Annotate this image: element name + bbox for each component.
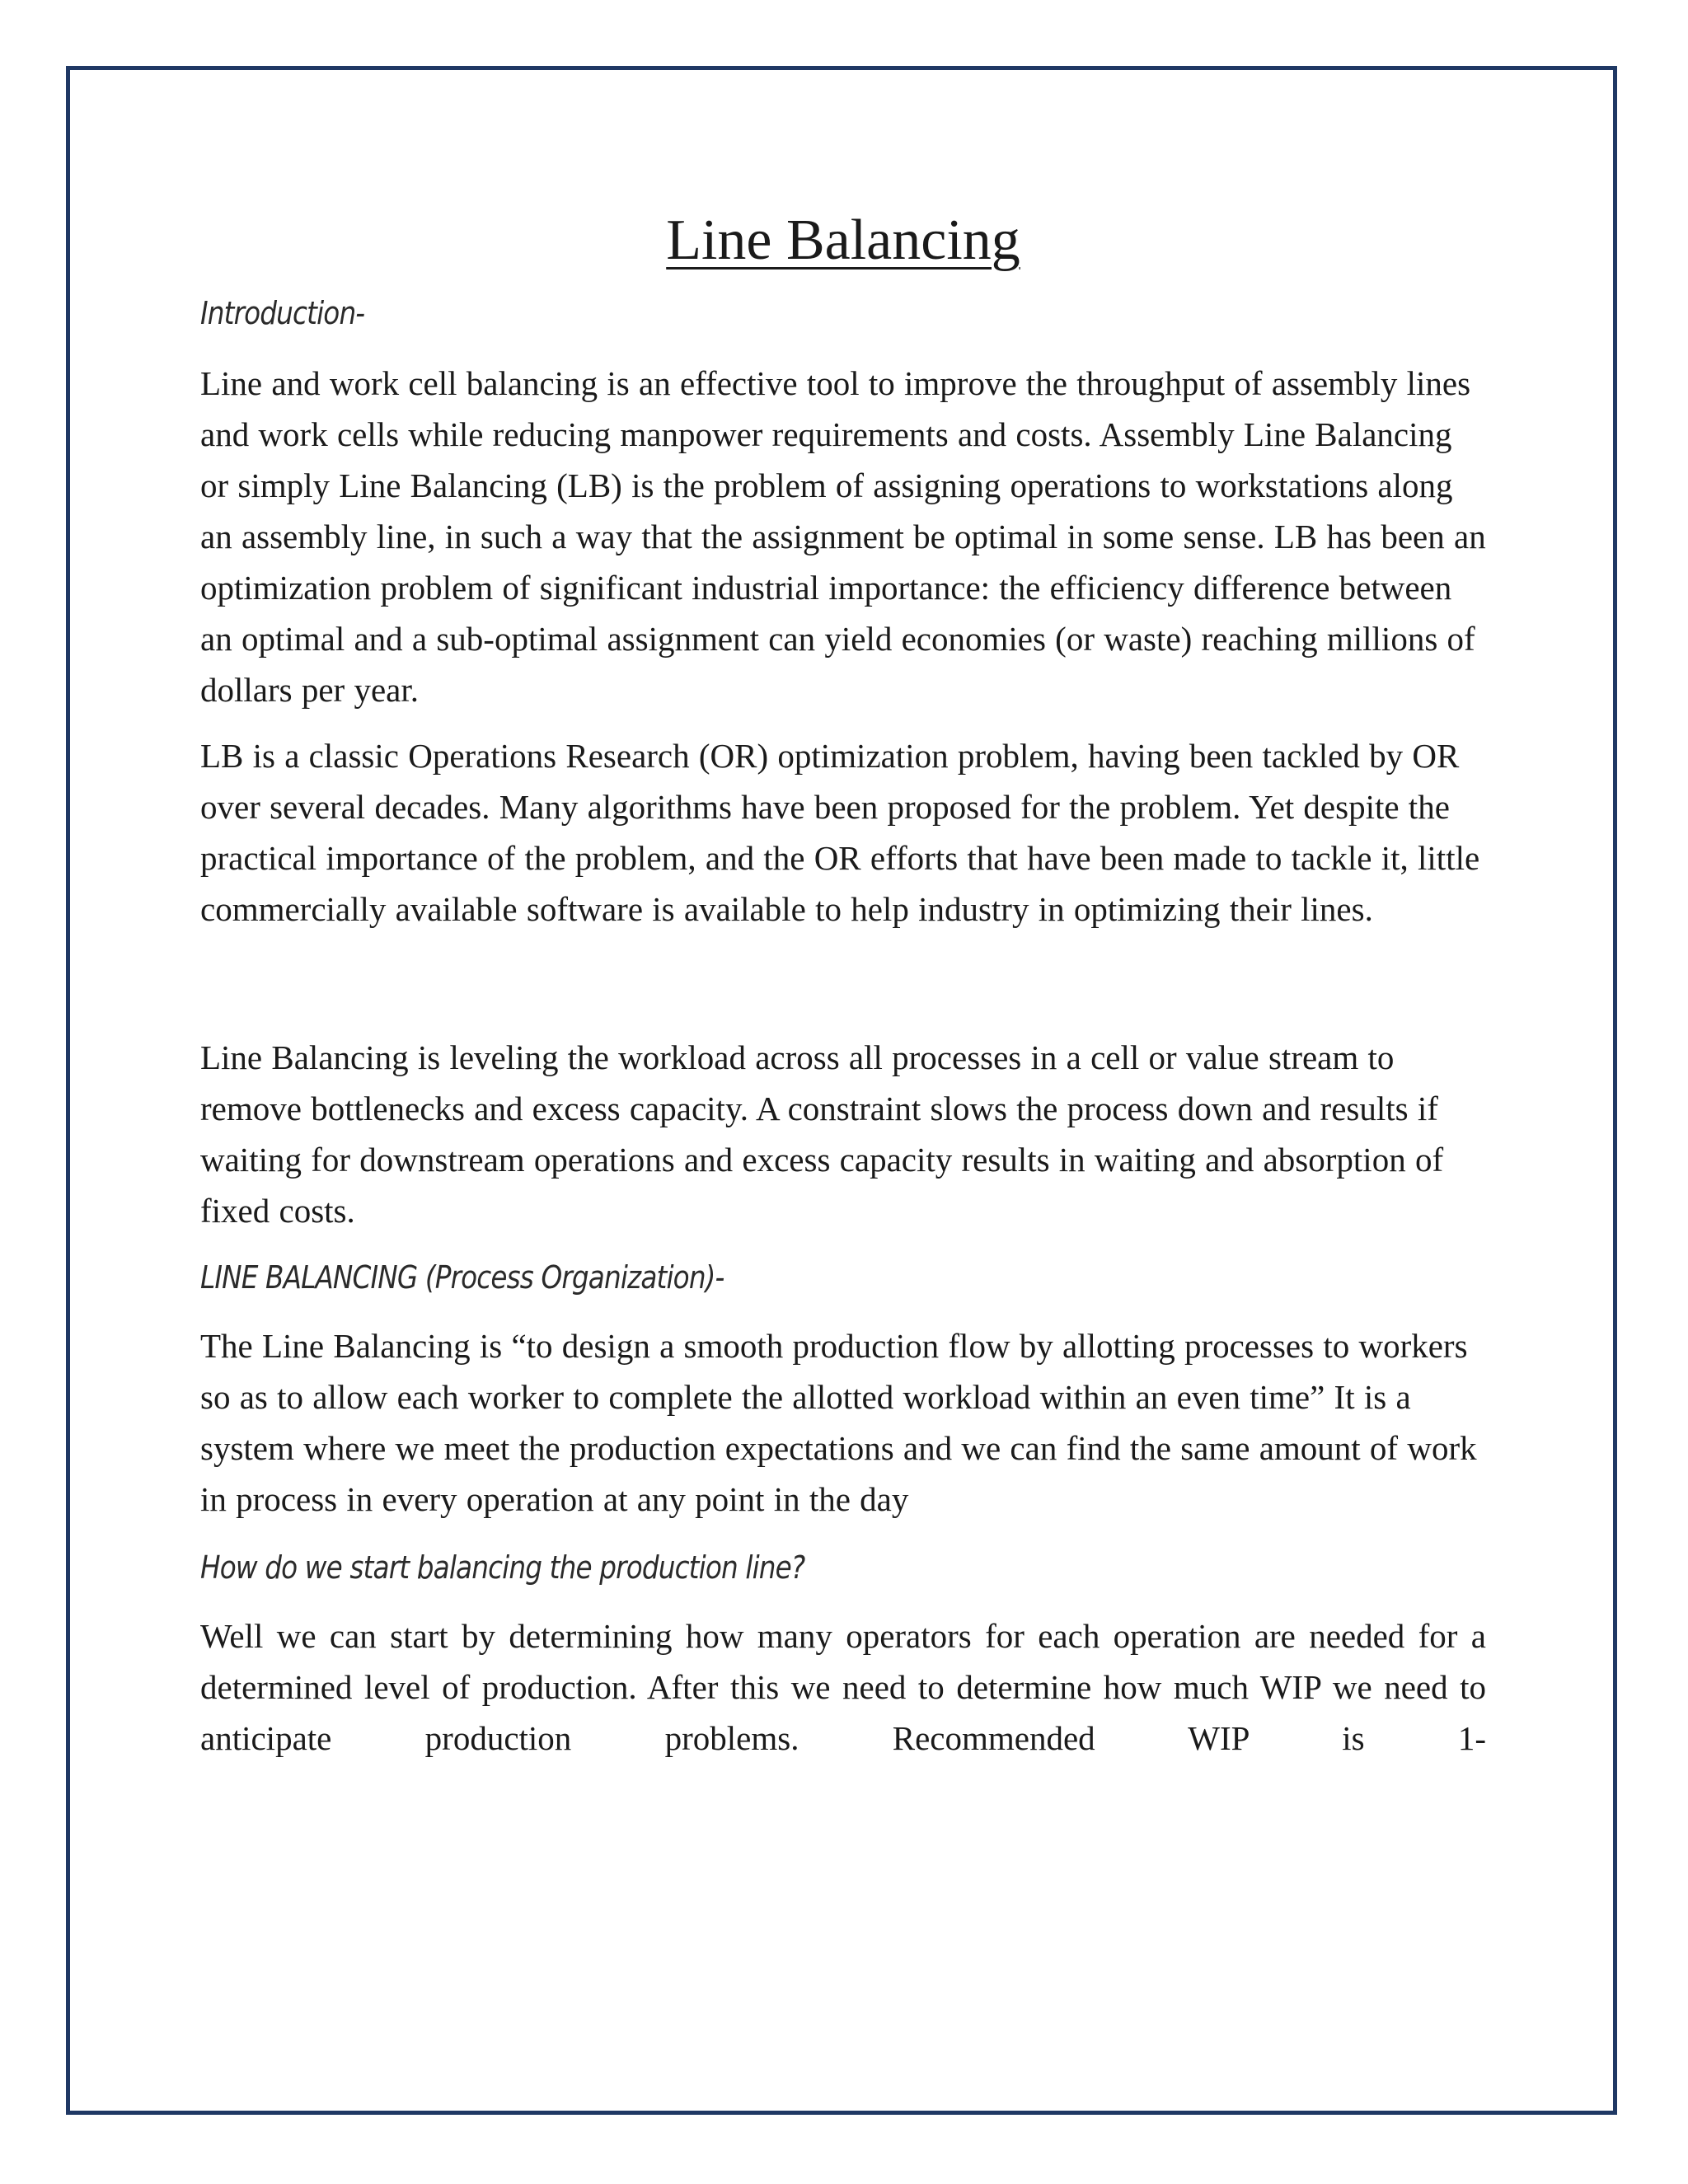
section-heading-introduction: Introduction-	[200, 295, 365, 331]
paragraph-line-balancing-1: The Line Balancing is “to design a smooth production flow by allotting processes to workers so as to allow each worker to complete the allotted workload within an even time” It is a system where we meet the production expectations and we can find the same amount of work in process in every operation at any point in the day	[200, 1327, 1477, 1518]
document-body	[200, 188, 1486, 1764]
paragraph-intro-3: Line Balancing is leveling the workload across all processes in a cell or value stream to remove bottlenecks and excess capacity. A constraint slows the process down and results if waiting for downstream operations and excess capacity results in waiting and absorption of fixed costs.	[200, 1038, 1444, 1230]
section-heading-how-to-start: How do we start balancing the production line?	[200, 1549, 805, 1586]
paragraph-intro-1: Line and work cell balancing is an effective tool to improve the throughput of assembly lines and work cells while reducing manpower requirements and costs. Assembly Line Balancing or simply Line Balancing (LB) is the problem of assigning operations to workstations along an assembly line, in such a way that the assignment be optimal in some sense. LB has been an optimization problem of significant industrial importance: the efficiency difference between an optimal and a sub-optimal assignment can yield economies (or waste) reaching millions of dollars per year.	[200, 364, 1486, 709]
paragraph-intro-2: LB is a classic Operations Research (OR) optimization problem, having been tackled by OR over several decades. Many algorithms have been proposed for the problem. Yet despite the practical importance of the problem, and the OR efforts that have been made to tackle it, little commercially available software is available to help industry in optimizing their lines.	[200, 737, 1480, 928]
document-title: Line Balancing	[666, 209, 1020, 272]
section-heading-line-balancing: LINE BALANCING (Process Organization)-	[200, 1259, 724, 1296]
paragraph-how-to-start-1: Well we can start by determining how many operators for each operation are needed for a determined level of production. After this we need to determine how much WIP we need to anticipate production problems. Recommended WIP is 1-	[200, 1617, 1486, 1757]
